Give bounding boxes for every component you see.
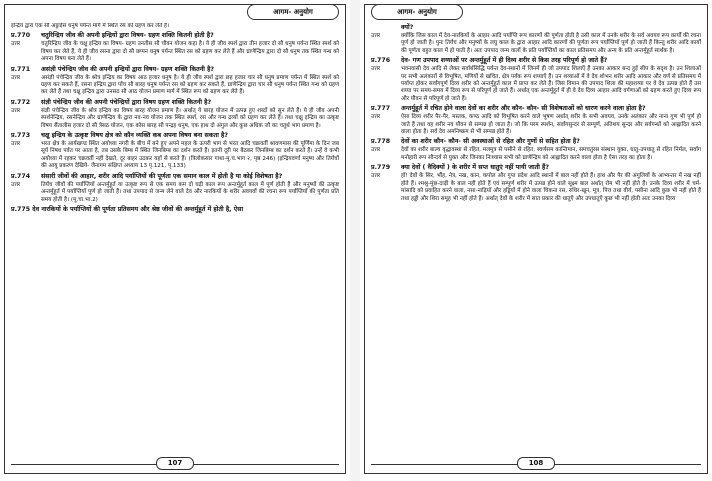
answer: [371, 66, 701, 103]
running-header: आगम- अनुयोग: [247, 4, 339, 20]
answer-label: उत्तर: [371, 147, 381, 154]
answer: [11, 182, 339, 204]
answer: [11, 141, 339, 171]
question-text: असंज्ञी पंचेन्द्रिय जीव की अपनी इन्द्रियों द्वारा विषय- ग्रहण शक्ति कितनी है?: [41, 65, 215, 73]
answer-text: तिर्यंच जीवों की पर्याप्तियाँ अन्तर्मुहूर्त या उत्कृष्ट रूप से एक समय कम दो घड़ी काल रूप अन्तर्मुहूर्त काल में पूर्ण होती हैं और मनुष्यों की उत्कृष्ट अन्तर्मुहूर्त में पर्याप्तियाँ पूर्ण हो जाती हैं। तथा उपपाद से जन्म लेने वाले देव और नारकियों के शरीर अवयवों की रचना रूप पर्याप्तियाँ की पूर्णता प्रति समय होती है। (मू.चा.भा.2): [41, 181, 339, 203]
answer-label: उत्तर: [371, 114, 381, 121]
question-text: चतुरिन्द्रिय जीव की अपनी इन्द्रियों द्वारा विषय- ग्रहण शक्ति कितनी होती है?: [41, 32, 214, 40]
answer-text: क्योंकि जिस काल में देव-नारकियों के आहार आदि पर्याप्ति रूप कारणों की पूर्णता होती है उसी काल में उनके शरीर के सर्व अवयव रूप कार्यों की रचना पूर्ण हो जाती है। पुनः तिर्यंच और मनुष्यों के लघु काल के द्वारा आहार आदि कारणों की पूर्णता रूप पर्याप्तियाँ पूर्ण हो जाती हैं किन्तु शरीर आदि कार्यों की पूर्णता बहुत काल में हो पाती है। अतः उपपाद जन्म वालों के प्रति पर्याप्तियों का काल प्रतिसमय और अन्य के प्रति अन्तर्मुहूर्त सार्थक है।: [401, 33, 701, 54]
answer-text: भवनवासी देव आदि से लेकर सर्वार्थसिद्धि पर्यन्त देव-स्थानों में जिनमें ही जो उपपाद शिलाएँ हैं उनका आकार बन्द हुई सीप के सदृश है। उन शिलाओं पर सभी अलंकारों से विभूषित, मणियों से खचित, क्षेत्र पर्यंक रूप शय्याएँ हैं। उन शय्याओं में वे देव शोभन शरीर आदि आकार और वर्ण से प्रतिसमय में पर्याप्त होकर सर्वांगपूर्ण दिव्य शरीर को अन्तर्मुहूर्त काल में प्राप्त कर लेते हैं। जिस विमान की उपपाद शिला की महाशय्या पर वे देव उत्पन्न होते हैं उस शय्या पर समय-समय में दिव्य रूप से परिपूर्ण हो जाते हैं। अर्थात् एक अन्तर्मुहूर्त में ही वे देव दिव्य आहार आदि वर्गणाओं को ग्रहण करते हुए दिव्य रूप और यौवन से परिपूर्ण हो जाते हैं।: [401, 66, 701, 102]
question-text: क्यों?: [401, 24, 414, 31]
answer-label: उत्तर: [11, 181, 21, 188]
question-text: अन्तर्मुहूर्त में रचित होने वाला देवों का शरीर और कौन- कौन- सी विशेषताओं को धारण करने वाला होता है?: [401, 105, 646, 113]
answer: [11, 41, 339, 63]
answer: [371, 147, 701, 162]
question: [371, 57, 701, 65]
answer-text: भरत क्षेत्र के आर्यखण्ड स्थित अयोध्या नगरी के बीच में बने हुए अपने महल के ऊपरी भाग से भरत आदि चक्रवर्ती श्रावणमास की पूर्णिमा के दिन जब सूर्य निषध पर्वत पर आता है, तब उसके बिम्ब में स्थित जिनबिम्ब का दर्शन करते हैं। इतनी दूरी पर बैठकर जिनबिम्ब का दर्शन करते हैं। उन्हें वे कभी अयोध्या में रहकर चक्रवर्ती नहीं देखते, दूर बाहर उठकर यहाँ से करते हैं। (त्रिलोकसार गाथा-मू.च.भाग २, पृष्ठ 246) (इन्द्रियवर्णा मनुष्य और तिर्यंचों की आयु प्रकरण देखिये- जैनागम संक्षिप्त अध्याय 13 पृ.121, पृ.133): [41, 141, 339, 170]
answer-label: उत्तर: [11, 107, 21, 114]
page-body: [11, 23, 339, 457]
answer: [371, 114, 701, 136]
answer: [371, 173, 701, 203]
question-number: प्र.778: [371, 138, 391, 146]
running-header: आगम- अनुयोग: [371, 4, 463, 20]
question-text: चक्षु इन्द्रिय के उत्कृष्ट विषय क्षेत्र को कौन व्यक्ति कब अपना विषय बना सकता है?: [41, 132, 229, 140]
answer-label: उत्तर: [371, 33, 381, 39]
question-number: प्र.777: [371, 105, 391, 113]
answer-label: उत्तर: [11, 41, 21, 48]
answer-label: उत्तर: [371, 173, 381, 180]
question-text: देवों का शरीर कौन- कौन- सी अवस्थाओं से रहित और गुणों से सहित होता है?: [401, 138, 580, 146]
question-text: संसारी जीवों की आहार, शरीर आदि पर्याप्तियों की पूर्णता एक समान काल में होती है या कोई विशेषता है?: [41, 172, 283, 180]
question: [11, 66, 339, 74]
continued-question: प्र.775 देव नारकियों के पर्याप्तियों की पूर्णता प्रतिसमय और श्रेष्ठ जीवों की अन्तर्मुहूर्त में होती है, ऐसा: [11, 205, 244, 213]
answer: [11, 108, 339, 130]
question-number: प्र.771: [11, 65, 31, 73]
question-text: क्या देवों ( वैदिक्यों ) के शरीर में सप्त धातुएं नहीं पायी जाती हैं?: [401, 164, 550, 172]
answer-text: असंज्ञी पंचेन्द्रिय जीव के श्रोत्र इन्द्रिय का विषय आठ हजार धनुष है। ये ही जीव स्पर्श द्वारा छह हजार चार सौ धनुष प्रमाण पर्यन्त में स्थित स्पर्श को ग्रहण कर सकते हैं, रसना इन्द्रिय द्वारा पाँच सौ बारह धनुष पर्यन्त रस को ग्रहण कर सकते हैं, घ्राणेन्द्रिय द्वारा चार सौ धनुष पर्यन्त स्थित गन्ध को ग्रहण कर लेते हैं तथा चक्षु इन्द्रिय द्वारा उनसठ सौ आठ योजन प्रमाण मार्ग में स्थित रूप को ग्रहण कर लेते हैं।: [41, 74, 339, 96]
question: [11, 32, 339, 40]
question: [11, 173, 339, 181]
question-number: प्र.772: [11, 98, 31, 106]
answer: [371, 33, 701, 55]
right-page: [364, 4, 708, 474]
question: [371, 105, 701, 113]
question-text: संज्ञी पंचेन्द्रिय जीव की अपनी पंचेन्द्रियों द्वारा विषय ग्रहण शक्ति कितनी है?: [41, 98, 212, 106]
question: [371, 138, 701, 146]
answer-label: उत्तर: [11, 74, 21, 81]
question: [11, 132, 339, 140]
question-number: प्र.776: [371, 57, 391, 65]
question-continuation: [371, 24, 701, 32]
answer-text: देवों का शरीर बाल्य वृद्धावस्था से रहित, मलमूत्र से पसीने से रहित, स्वर्णसम कान्तिमान, समचतुरस्र संस्थान युक्त, धातु-उपधातु से रहित निर्मल, सर्वांग मनोहारी रूप सौन्दर्य से युक्त और जिनका निःश्वास सभी को घ्राणेन्द्रिय को आह्लादित करने वाला होता है ऐसा तरह का होता है।: [401, 147, 701, 161]
page-number: 107: [156, 457, 194, 470]
question: [371, 164, 701, 172]
book-gutter: [350, 0, 360, 481]
answer-label: उत्तर: [371, 66, 381, 73]
answer: [11, 75, 339, 97]
question: [11, 99, 339, 107]
answer-text: ऐसा दिव्य शरीर पैर-पैर, मस्तक, कण्ठ आदि को विभूषित करने वाले भूषण अर्थात् शरीर के सभी अवयव, उनके अलंकार और नाना गुण भी पूर्ण हो जाते हैं तथा वह शरीर नव यौवन से सम्पन्न हो जाता है। जो कि परम स्पर्शन, सर्वांगसुन्दर से सम्पूर्ण, अतिशय सुन्दर और सर्वगन्धों को आह्लादित करने वाला होता है। सर्व देव अमनिष्क्रम से भी सम्पन्न होते हैं।: [401, 114, 701, 136]
answer-text: संज्ञी पंचेन्द्रिय जीव के श्रोत्र इन्द्रिय का विषय बारह योजन प्रमाण है। अर्थात् ये बारह योजन में उत्पन्न हुए शब्दों को सुन लेते हैं। ये ही जीव अपनी स्पर्शनेन्द्रिय, रसनेन्द्रिय और घ्राणेन्द्रिय के द्वारा नव-नव योजन तक स्थित स्पर्श, रस और गन्ध द्रव्यों को ग्रहण कर लेते हैं। तथा चक्षु इन्द्रिय का उत्कृष्ट विषय सैंतालीस हजार दो सौ त्रेसठ योजन, एक कोस बारह सौ पन्द्रह धनुष, एक हाथ दो अंगुल और कुछ अधिक जौ का चतुर्थ भाग प्रमाण है।: [41, 107, 339, 129]
answer-text: चतुरिन्द्रिय जीव के चक्षु इन्द्रिय का विषय- ग्रहण उनतीस सौ चौवन योजन कहा है। ये ही जीव स्पर्श द्वारा तीन हजार दो सौ धनुष पर्यन्त स्थित स्पर्श को विषय कर लेते हैं, ये ही जीव रसना द्वारा दो सौ छप्पन धनुष पर्यन्त स्थित रस को ग्रहण कर लेते हैं और घ्राणेन्द्रिय द्वारा दो सौ धनुष तक स्थित गन्ध को अपना विषय बना लेते हैं।: [41, 41, 339, 63]
page-body: [371, 23, 701, 457]
answer-label: उत्तर: [11, 141, 21, 148]
answer-text: हाँ! देवों के सिर, भौंह, नेत्र, नख, कान, कपोल और गुप्त प्रदेश आदि स्थानों में बाल नहीं होते हैं। हाथ और पैर की अंगुलियों के आभ्यन्तर में नख नहीं होते हैं। श्मश्रु-मूंछ-दाढ़ी के बाल नहीं होते हैं एवं सम्पूर्ण शरीर में उत्पन्न होने वाले सूक्ष्म बाल अर्थात् रोम भी नहीं होते हैं। उनके दिव्य शरीर में चर्म-मांसादि को प्रवाहित करने वाला, नसा-नाड़ियाँ और हड्डियों में होने वाला चिकना रस, रुधिर-खून, मूत्र, पित्त तथा वीर्य, पसीना आदि कुछ भी नहीं होते हैं तथा हड्डी और शिरा समूह भी नहीं होते हैं। अर्थात् देवों के शरीर में सात प्रकार की धातुएँ और उपधातुएँ कुछ भी नहीं होती अतः उनका दिव्य: [401, 173, 701, 202]
question-text: देव- गण उपपाद शय्याओं पर अन्तर्मुहूर्त में ही दिव्य शरीर से किस तरह परिपूर्ण हो जाते हैं?: [401, 57, 608, 65]
question-number: प्र.770: [11, 32, 31, 40]
page-number: 108: [517, 457, 555, 470]
intro-text: इन्द्रिय द्वारा एक सौ अट्ठाईस धनुष पर्यन्त मार्ग में स्थित रस को ग्रहण कर लेते हैं।: [11, 23, 170, 29]
question-number: प्र.774: [11, 172, 31, 180]
question-number: प्र.773: [11, 132, 31, 140]
question-number: प्र.779: [371, 164, 391, 172]
left-page: [4, 4, 346, 474]
